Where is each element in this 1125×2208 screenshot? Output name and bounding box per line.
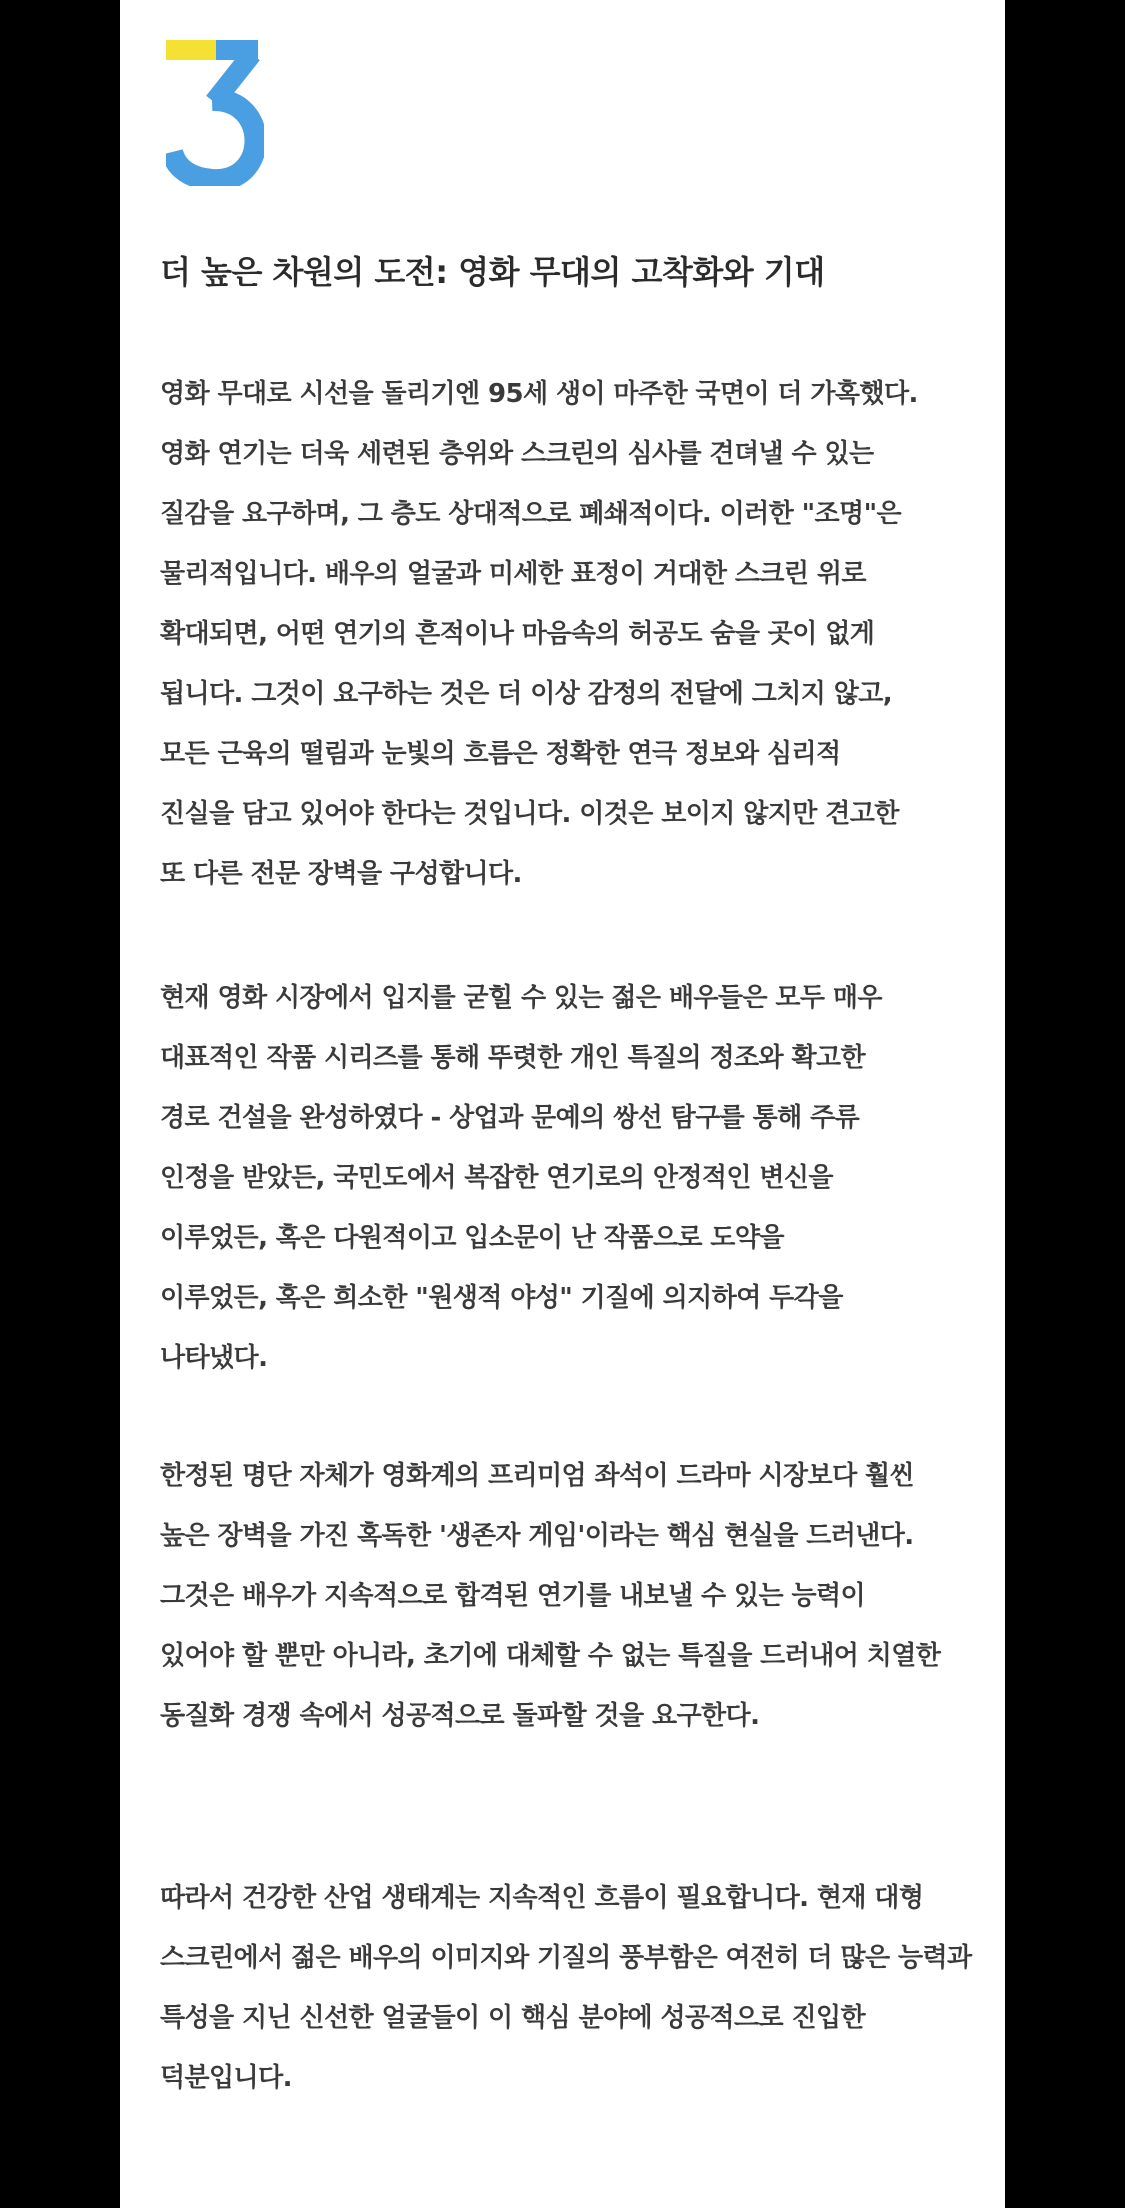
paragraph-line: 물리적입니다. 배우의 얼굴과 미세한 표정이 거대한 스크린 위로 xyxy=(160,559,866,589)
paragraph-line: 있어야 할 뿐만 아니라, 초기에 대체할 수 없는 특질을 드러내어 치열한 xyxy=(160,1641,941,1671)
paragraph-line: 진실을 담고 있어야 한다는 것입니다. 이것은 보이지 않지만 견고한 xyxy=(160,799,899,829)
paragraph-line: 인정을 받았든, 국민도에서 복잡한 연기로의 안정적인 변신을 xyxy=(160,1163,833,1193)
paragraph-line: 됩니다. 그것이 요구하는 것은 더 이상 감정의 전달에 그치지 않고, xyxy=(160,679,893,709)
paragraph-line: 영화 무대로 시선을 돌리기엔 95세 생이 마주한 국면이 더 가혹했다. xyxy=(160,379,918,409)
paragraph-line: 대표적인 작품 시리즈를 통해 뚜렷한 개인 특질의 정조와 확고한 xyxy=(160,1043,866,1073)
paragraph-line: 영화 연기는 더욱 세련된 층위와 스크린의 심사를 견뎌낼 수 있는 xyxy=(160,439,874,469)
paragraph-line: 모든 근육의 떨림과 눈빛의 흐름은 정확한 연극 정보와 심리적 xyxy=(160,739,841,769)
paragraph-line: 그것은 배우가 지속적으로 합격된 연기를 내보낼 수 있는 능력이 xyxy=(160,1581,866,1611)
paragraph-3 xyxy=(160,1446,940,1746)
paragraph-line: 이루었든, 혹은 다원적이고 입소문이 난 작품으로 도약을 xyxy=(160,1223,784,1253)
paragraph-line: 스크린에서 젊은 배우의 이미지와 기질의 풍부함은 여전히 더 많은 능력과 xyxy=(160,1943,972,1973)
article-title: 더 높은 차원의 도전: 영화 무대의 고착화와 기대 xyxy=(160,253,825,291)
paragraph-line: 덕분입니다. xyxy=(160,2063,292,2093)
paragraph-2 xyxy=(160,968,882,1388)
paragraph-line: 확대되면, 어떤 연기의 흔적이나 마음속의 허공도 숨을 곳이 없게 xyxy=(160,619,875,649)
paragraph-line: 따라서 건강한 산업 생태계는 지속적인 흐름이 필요합니다. 현재 대형 xyxy=(160,1883,924,1913)
paragraph-1 xyxy=(160,364,918,904)
article-page xyxy=(120,0,1005,2208)
paragraph-line: 이루었든, 혹은 희소한 "원생적 야성" 기질에 의지하여 두각을 xyxy=(160,1283,843,1313)
paragraph-line: 특성을 지닌 신선한 얼굴들이 이 핵심 분야에 성공적으로 진입한 xyxy=(160,2003,866,2033)
paragraph-4 xyxy=(160,1868,972,2108)
paragraph-line: 또 다른 전문 장벽을 구성합니다. xyxy=(160,859,522,889)
logo-3-icon xyxy=(166,40,264,186)
paragraph-line: 질감을 요구하며, 그 층도 상대적으로 폐쇄적이다. 이러한 "조명"은 xyxy=(160,499,902,529)
paragraph-line: 높은 장벽을 가진 혹독한 '생존자 게임'이라는 핵심 현실을 드러낸다. xyxy=(160,1521,914,1551)
paragraph-line: 동질화 경쟁 속에서 성공적으로 돌파할 것을 요구한다. xyxy=(160,1701,760,1731)
paragraph-line: 경로 건설을 완성하였다 - 상업과 문예의 쌍선 탐구를 통해 주류 xyxy=(160,1103,860,1133)
paragraph-line: 한정된 명단 자체가 영화계의 프리미엄 좌석이 드라마 시장보다 훨씬 xyxy=(160,1461,915,1491)
paragraph-line: 나타냈다. xyxy=(160,1343,268,1373)
paragraph-line: 현재 영화 시장에서 입지를 굳힐 수 있는 젊은 배우들은 모두 매우 xyxy=(160,983,882,1013)
